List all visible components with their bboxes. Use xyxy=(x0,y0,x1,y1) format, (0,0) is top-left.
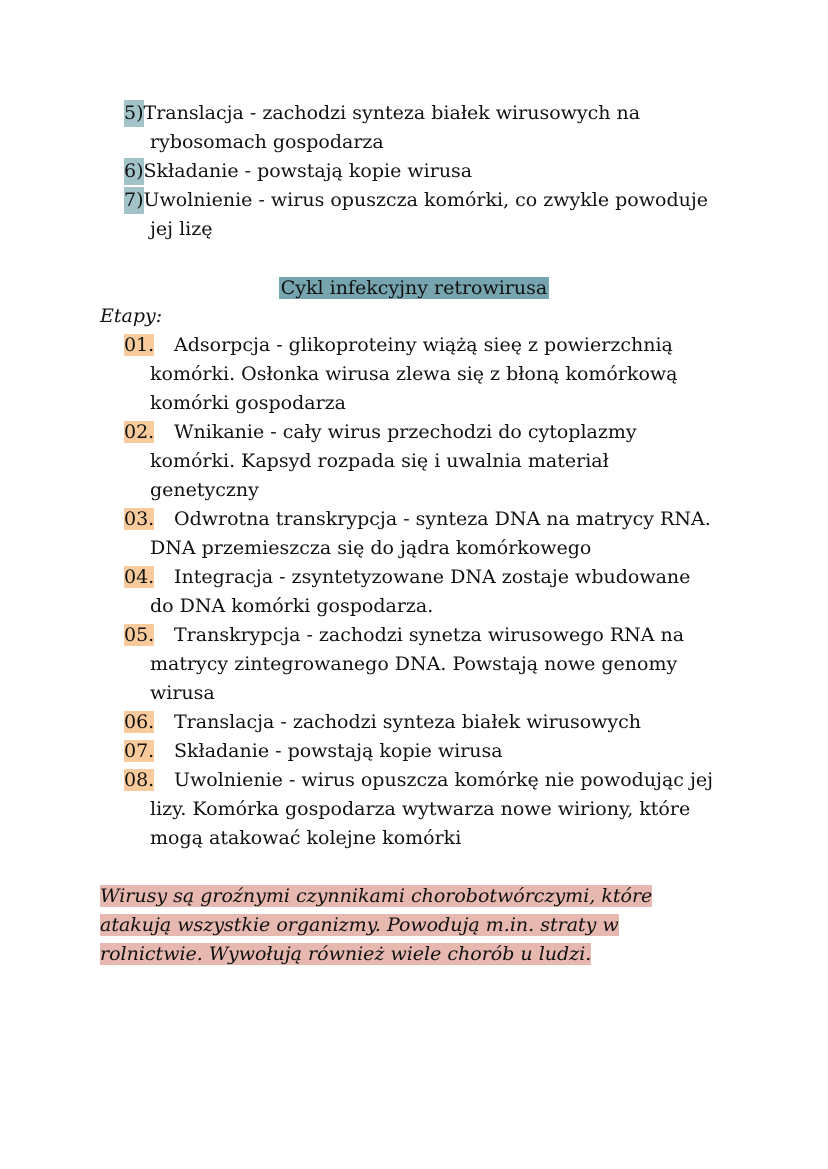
stage-text: komórki. Kapsyd rozpada się i uwalnia materiał xyxy=(150,450,609,472)
list-item-line xyxy=(124,187,708,214)
stage-text: Translacja - zachodzi synteza białek wirusowych xyxy=(174,711,642,733)
stage-line xyxy=(124,419,637,446)
stage-line xyxy=(150,680,215,707)
stage-number-text: 07. xyxy=(124,740,155,762)
summary-line xyxy=(100,912,619,939)
list-number: 6) xyxy=(124,158,144,185)
list-text: Uwolnienie - wirus opuszcza komórki, co zwykle powoduje xyxy=(143,189,708,211)
stage-text: Uwolnienie - wirus opuszcza komórkę nie powodując jej xyxy=(174,769,713,791)
stage-number xyxy=(124,709,174,736)
section-title-text: Cykl infekcyjny retrowirusa xyxy=(280,277,548,299)
list-text: Translacja - zachodzi synteza białek wirusowych na xyxy=(143,102,641,124)
stage-text: komórki. Osłonka wirusa zlewa się z błoną komórkową xyxy=(150,363,678,385)
summary-text: rolnictwie. Wywołują również wiele chorób u ludzi. xyxy=(100,943,592,965)
stages-label: Etapy: xyxy=(100,305,163,327)
stage-line xyxy=(150,796,690,823)
stage-line xyxy=(150,825,461,852)
stage-number xyxy=(124,332,174,359)
stage-number-text: 05. xyxy=(124,624,155,646)
stage-number-text: 03. xyxy=(124,508,155,530)
summary-line xyxy=(100,941,591,968)
stage-text: mogą atakować kolejne komórki xyxy=(150,827,462,849)
stage-text: genetyczny xyxy=(150,479,259,501)
stage-number xyxy=(124,506,174,533)
list-number: 5) xyxy=(124,100,144,127)
stage-text: matrycy zintegrowanego DNA. Powstają nowe genomy xyxy=(150,653,678,675)
stage-number xyxy=(124,738,174,765)
stage-line xyxy=(124,709,641,736)
stage-line xyxy=(150,448,609,475)
list-number: 7) xyxy=(124,187,144,214)
list-item-line xyxy=(150,129,384,156)
list-text: rybosomach gospodarza xyxy=(150,131,384,153)
stage-number xyxy=(124,767,174,794)
stage-line xyxy=(150,390,346,417)
stage-number xyxy=(124,564,174,591)
stage-text: do DNA komórki gospodarza. xyxy=(150,595,434,617)
stage-line xyxy=(150,477,259,504)
stage-text: Składanie - powstają kopie wirusa xyxy=(174,740,503,762)
stage-text: Odwrotna transkrypcja - synteza DNA na matrycy RNA. xyxy=(174,508,711,530)
stage-number xyxy=(124,622,174,649)
list-item-line xyxy=(150,216,212,243)
section-title xyxy=(0,275,828,302)
stage-text: DNA przemieszcza się do jądra komórkowego xyxy=(150,537,592,559)
stage-line xyxy=(150,593,433,620)
stage-text: Transkrypcja - zachodzi synetza wirusowego RNA na xyxy=(174,624,685,646)
stage-line xyxy=(124,564,690,591)
stage-line xyxy=(124,332,673,359)
stage-text: Wnikanie - cały wirus przechodzi do cytoplazmy xyxy=(174,421,637,443)
stage-text: wirusa xyxy=(150,682,215,704)
stage-number-text: 06. xyxy=(124,711,155,733)
stage-line xyxy=(124,767,713,794)
stage-text: komórki gospodarza xyxy=(150,392,346,414)
stage-number-text: 01. xyxy=(124,334,155,356)
stage-number-text: 02. xyxy=(124,421,155,443)
stage-line xyxy=(150,535,591,562)
summary-text: Wirusy są groźnymi czynnikami chorobotwórczymi, które xyxy=(100,885,653,907)
list-text: Składanie - powstają kopie wirusa xyxy=(143,160,473,182)
stage-number-text: 04. xyxy=(124,566,155,588)
stage-number xyxy=(124,419,174,446)
summary-text: atakują wszystkie organizmy. Powodują m.in. straty w xyxy=(100,914,619,936)
list-item-line xyxy=(124,158,472,185)
stage-number-text: 08. xyxy=(124,769,155,791)
stage-line xyxy=(124,506,711,533)
summary-line xyxy=(100,883,652,910)
stage-line xyxy=(124,622,684,649)
stage-text: lizy. Komórka gospodarza wytwarza nowe wiriony, które xyxy=(150,798,691,820)
list-text: jej lizę xyxy=(150,218,213,240)
stage-line xyxy=(150,651,677,678)
stage-line xyxy=(150,361,678,388)
stage-text: Adsorpcja - glikoproteiny wiążą sieę z powierzchnią xyxy=(174,334,673,356)
stage-line xyxy=(124,738,503,765)
stage-text: Integracja - zsyntetyzowane DNA zostaje wbudowane xyxy=(174,566,691,588)
list-item-line xyxy=(124,100,640,127)
